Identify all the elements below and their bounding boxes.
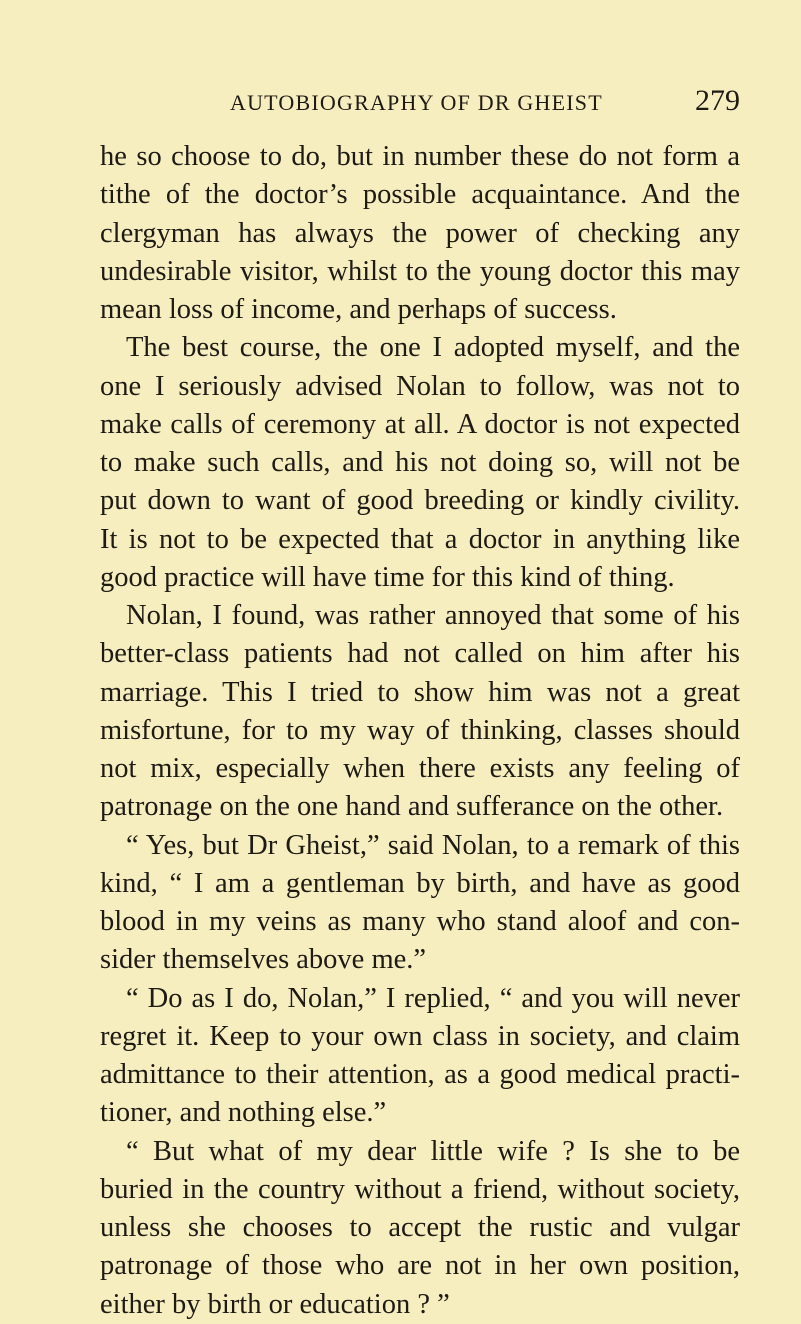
text-line: he so choose to do, but in number these do not form a xyxy=(100,141,740,172)
text-line: either by birth or education ? ” xyxy=(100,1288,450,1320)
text-line: The best course, the one I adopted myself, and the xyxy=(126,332,740,364)
page-number: 279 xyxy=(695,84,740,117)
text-line: patronage on the one hand and sufferance on the other. xyxy=(100,791,724,823)
text-line: one I seriously advised Nolan to follow, was not to xyxy=(100,370,740,402)
text-line: admittance to their attention, as a good medical practi- xyxy=(100,1059,740,1090)
text-line: undesirable visitor, whilst to the young doctor this may xyxy=(100,255,740,287)
text-line: It is not to be expected that a doctor in anything like xyxy=(100,523,740,555)
text-line: blood in my veins as many who stand aloof and con- xyxy=(100,906,740,937)
text-line: tithe of the doctor’s possible acquaintance. And the xyxy=(100,179,740,211)
text-line: put down to want of good breeding or kindly civility. xyxy=(100,485,740,517)
text-line: tioner, and nothing else.” xyxy=(100,1097,387,1129)
text-line: make calls of ceremony at all. A doctor is not expected xyxy=(100,408,740,440)
text-line: to make such calls, and his not doing so, will not be xyxy=(100,447,740,478)
text-line: mean loss of income, and perhaps of success. xyxy=(100,294,617,325)
text-line: not mix, especially when there exists any feeling of xyxy=(100,753,740,784)
text-line: sider themselves above me.” xyxy=(100,944,427,976)
text-line: marriage. This I tried to show him was not a great xyxy=(100,676,740,708)
text-line: kind, “ I am a gentleman by birth, and have as good xyxy=(100,867,740,899)
text-line: unless she chooses to accept the rustic and vulgar xyxy=(100,1212,740,1243)
body-text xyxy=(100,138,740,1324)
text-line: “ Do as I do, Nolan,” I replied, “ and you will never xyxy=(126,982,740,1014)
running-head xyxy=(230,84,740,118)
text-line: regret it. Keep to your own class in society, and claim xyxy=(100,1020,740,1052)
text-line: Nolan, I found, was rather annoyed that some of his xyxy=(126,600,740,631)
text-line: better-class patients had not called on him after his xyxy=(100,638,740,670)
text-line: clergyman has always the power of checking any xyxy=(100,217,740,249)
text-line: “ But what of my dear little wife ? Is she to be xyxy=(126,1135,740,1167)
text-line: buried in the country without a friend, without society, xyxy=(100,1173,740,1205)
text-line: misfortune, for to my way of thinking, classes should xyxy=(100,714,740,746)
text-line: good practice will have time for this kind of thing. xyxy=(100,561,675,593)
text-line: patronage of those who are not in her own position, xyxy=(100,1250,740,1282)
running-title: AUTOBIOGRAPHY OF DR GHEIST xyxy=(230,90,603,115)
text-line: “ Yes, but Dr Gheist,” said Nolan, to a remark of this xyxy=(126,829,740,861)
